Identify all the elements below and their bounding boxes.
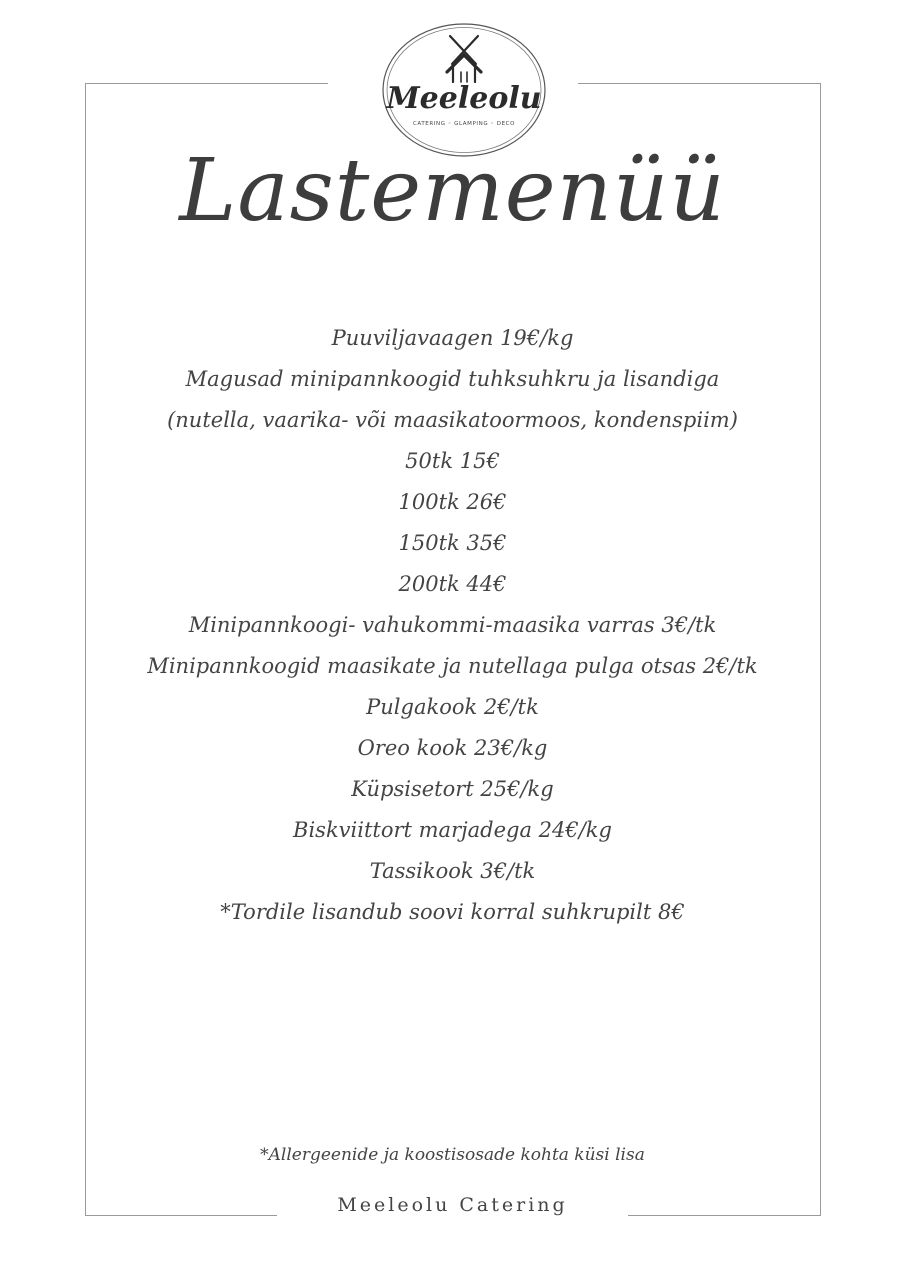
menu-item: Küpsisetort 25€/kg	[351, 777, 554, 801]
menu-item: Minipannkoogi- vahukommi-maasika varras 3€/tk	[188, 613, 717, 637]
frame-top-left	[85, 83, 328, 84]
menu-item: 200tk 44€	[398, 572, 507, 596]
menu-item: Pulgakook 2€/tk	[366, 695, 539, 719]
menu-item: 100tk 26€	[398, 490, 507, 514]
house-fork-knife-icon	[447, 36, 481, 82]
logo-wordmark: Meeleolu	[386, 81, 542, 116]
logo-tagline: CATERING ◦ GLAMPING ◦ DECO	[412, 121, 516, 127]
menu-item: 150tk 35€	[398, 531, 507, 555]
menu-item: Puuviljavaagen 19€/kg	[331, 326, 574, 350]
menu-item: Tassikook 3€/tk	[369, 859, 536, 883]
menu-list	[0, 318, 905, 933]
footer-brand: Meeleolu Catering	[337, 1194, 568, 1216]
menu-item: 50tk 15€	[405, 449, 500, 473]
menu-item: Biskviittort marjadega 24€/kg	[293, 818, 612, 842]
frame-top-right	[578, 83, 821, 84]
logo	[381, 22, 547, 158]
allergen-note: *Allergeenide ja koostisosade kohta küsi lisa	[260, 1145, 645, 1165]
menu-item: Magusad minipannkoogid tuhksuhkru ja lisandiga	[185, 367, 720, 391]
page-title: Lastemenüü	[179, 141, 726, 241]
menu-item: *Tordile lisandub soovi korral suhkrupilt 8€	[220, 900, 685, 924]
menu-item: Oreo kook 23€/kg	[357, 736, 548, 760]
menu-item: Minipannkoogid maasikate ja nutellaga pulga otsas 2€/tk	[147, 654, 758, 678]
logo-emblem	[381, 22, 547, 158]
menu-item: (nutella, vaarika- või maasikatoormoos, kondenspiim)	[167, 408, 738, 432]
